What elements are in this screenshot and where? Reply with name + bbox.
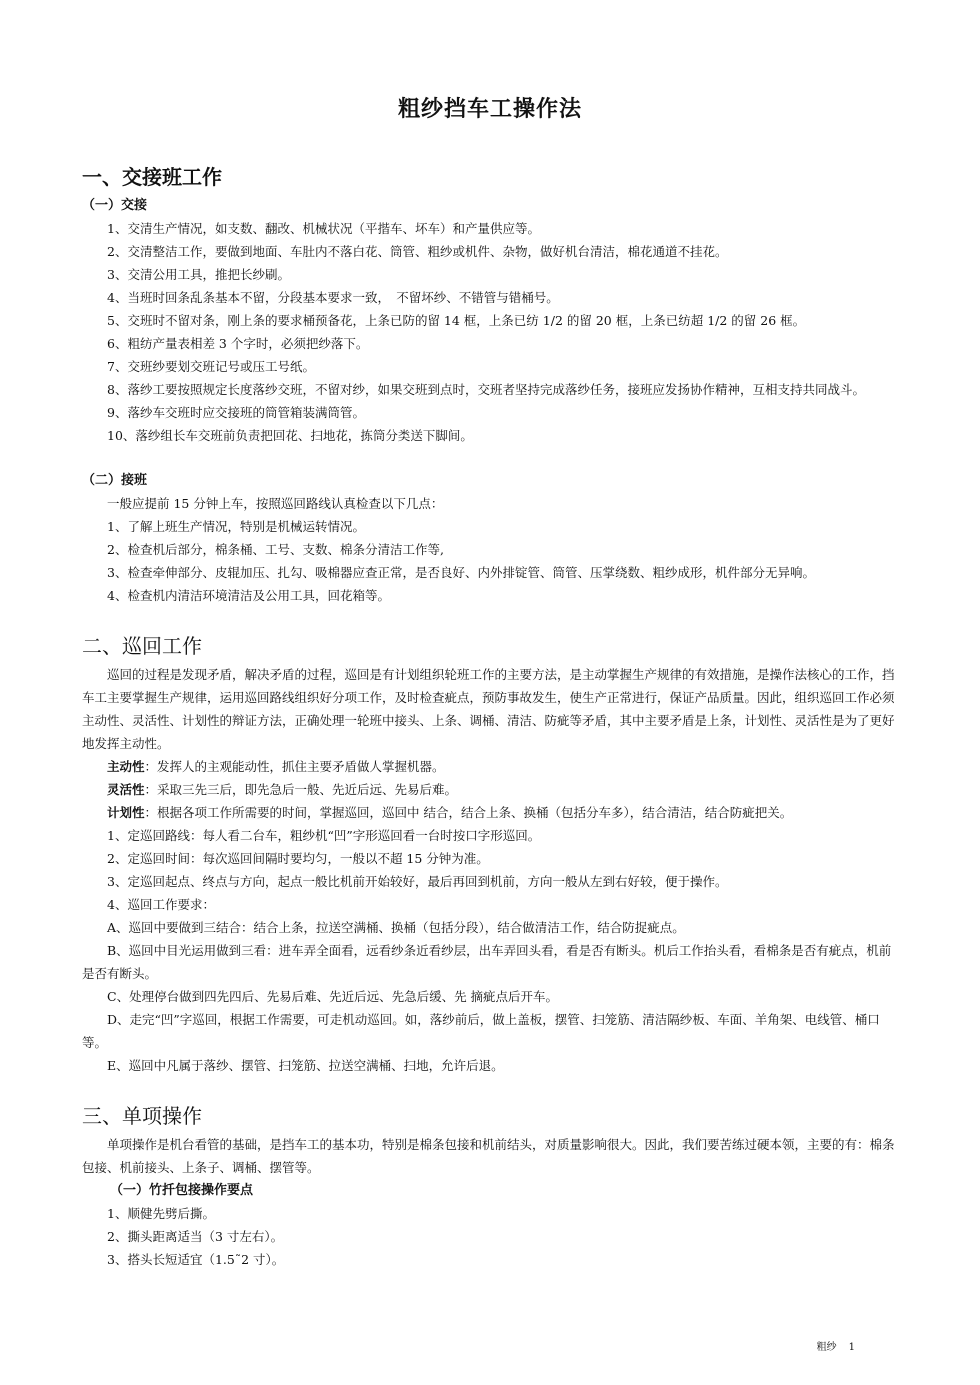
list-item: 7、交班纱要划交班记号或压工号纸。 [107, 359, 315, 374]
footer-label: 粗纱 [816, 1342, 837, 1353]
list-item: 2、交清整洁工作，要做到地面、车肚内不落白花、筒管、粗纱或机件、杂物，做好机台清洁，棉花通道不挂花。 [107, 244, 728, 259]
list-item: 3、交清公用工具，推把长纱刷。 [107, 267, 290, 282]
list-item: A、巡回中要做到三结合：结合上条，拉送空满桶、换桶（包括分段），结合做清洁工作，结合防捉疵点。 [107, 920, 685, 935]
keypoint-label: 主动性 [107, 759, 145, 774]
list-item: 9、落纱车交班时应交接班的筒管箱装满筒管。 [107, 405, 365, 420]
page-number: 1 [848, 1342, 855, 1353]
section-2-heading: 二、巡回工作 [82, 634, 202, 658]
document-title: 粗纱挡车工操作法 [397, 97, 582, 122]
keypoint-flexibility [82, 778, 897, 801]
keypoint-label: 计划性 [107, 805, 145, 820]
list-item: E、巡回中凡属于落纱、摆管、扫笼筋、拉送空满桶、扫地，允许后退。 [107, 1058, 504, 1073]
list-item: 6、粗纺产量表相差 3 个字时，必须把纱落下。 [107, 336, 369, 351]
keypoint-initiative [82, 755, 897, 778]
page-footer [817, 1338, 855, 1353]
list-item: 1、定巡回路线：每人看二台车，粗纱机“凹”字形巡回看一台时按口字形巡回。 [107, 828, 541, 843]
section-3-sub-1: （一）竹扦包接操作要点 [110, 1183, 254, 1198]
list-item: 1、交清生产情况，如支数、翻改、机械状况（平揩车、坏车）和产量供应等。 [107, 221, 540, 236]
document-body [82, 160, 897, 1271]
section-1-sub-1: （一）交接 [82, 198, 148, 213]
list-item: 2、检查机后部分，棉条桶、工号、支数、棉条分清洁工作等, [107, 542, 444, 557]
list-item: 5、交班时不留对条，刚上条的要求桶预备花，上条已防的留 14 框，上条已纺 1/2 的留 20 框，上条已纺超 1/2 的留 26 框。 [107, 313, 806, 328]
list-item: 1、顺健先劈后撕。 [107, 1206, 215, 1221]
keypoint-text: ：采取三先三后，即先急后一般、先近后远、先易后难。 [144, 782, 458, 797]
keypoint-text: ：根据各项工作所需要的时间，掌握巡回，巡回中 结合，结合上条、换桶（包括分车多），结合清洁，结合防疵把关。 [144, 805, 793, 820]
list-item: 2、定巡回时间：每次巡回间隔时要均匀，一般以不超 15 分钟为准。 [107, 851, 489, 866]
section-3-heading: 三、单项操作 [82, 1104, 202, 1128]
list-item: 10、落纱组长车交班前负责把回花、扫地花，拣筒分类送下脚间。 [107, 428, 473, 443]
section-3-intro: 单项操作是机台看管的基础，是挡车工的基本功，特别是棉条包接和机前结头，对质量影响很大。因此，我们要苦练过硬本领，主要的有：棉条包接、机前接头、上条子、调桶、摆管等。 [82, 1137, 895, 1175]
keypoint-text: ：发挥人的主观能动性，抓住主要矛盾做人掌握机器。 [144, 759, 445, 774]
list-item: 8、落纱工要按照规定长度落纱交班，不留对纱，如果交班到点时，交班者坚持完成落纱任务，接班应发扬协作精神，互相支持共同战斗。 [107, 382, 865, 397]
list-item: D、走完“凹”字巡回，根据工作需要，可走机动巡回。如，落纱前后，做上盖板，摆管、扫笼筋、清洁隔纱板、车面、羊角架、电线管、桶口等。 [82, 1012, 880, 1050]
list-item: 4、巡回工作要求： [107, 897, 215, 912]
list-item: 4、检查机内清洁环境清洁及公用工具，回花箱等。 [107, 588, 390, 603]
list-item: 2、撕头距离适当（3 寸左右）。 [107, 1229, 284, 1244]
list-item: C、处理停台做到四先四后、先易后难、先近后远、先急后缓、先 摘疵点后开车。 [107, 989, 559, 1004]
list-item: 3、定巡回起点、终点与方向，起点一般比机前开始较好，最后再回到机前，方向一般从左到右好较，便于操作。 [107, 874, 728, 889]
list-item: 1、了解上班生产情况，特别是机械运转情况。 [107, 519, 365, 534]
list-item: 3、搭头长短适宜（1.5˜2 寸）。 [107, 1252, 285, 1267]
section-1-heading: 一、交接班工作 [82, 165, 222, 189]
list-item: 4、当班时回条乱条基本不留，分段基本要求一致， 不留坏纱、不错管与错桶号。 [107, 290, 559, 305]
list-item: 3、检查牵伸部分、皮辊加压、扎勾、吸棉器应查正常，是否良好、内外排锭管、筒管、压掌绕数、粗纱成形，机件部分无异响。 [107, 565, 815, 580]
keypoint-planning [82, 801, 897, 824]
section-2-intro: 巡回的过程是发现矛盾，解决矛盾的过程，巡回是有计划组织轮班工作的主要方法，是主动掌握生产规律的有效措施，是操作法核心的工作，挡车工主要掌握生产规律，运用巡回路线组织好分项工作，及时检查疵点，预防事故发生，使生产正常进行，保证产品质量。因此，组织巡回工作必须主动性、灵活性、计划性的辩证方法，正确处理一轮班中接头、上条、调桶、清洁、防疵等矛盾，其中主要矛盾是上条，计划性、灵活性是为了更好地发挥主动性。 [82, 667, 895, 751]
section-1-sub-2: （二）接班 [82, 473, 148, 488]
keypoint-label: 灵活性 [107, 782, 145, 797]
list-item: 一般应提前 15 分钟上车，按照巡回路线认真检查以下几点： [107, 496, 444, 511]
list-item: B、巡回中目光运用做到三看：进车弄全面看，远看纱条近看纱层，出车弄回头看，看是否有断头。机后工作抬头看，看棉条是否有疵点，机前是否有断头。 [82, 943, 892, 981]
